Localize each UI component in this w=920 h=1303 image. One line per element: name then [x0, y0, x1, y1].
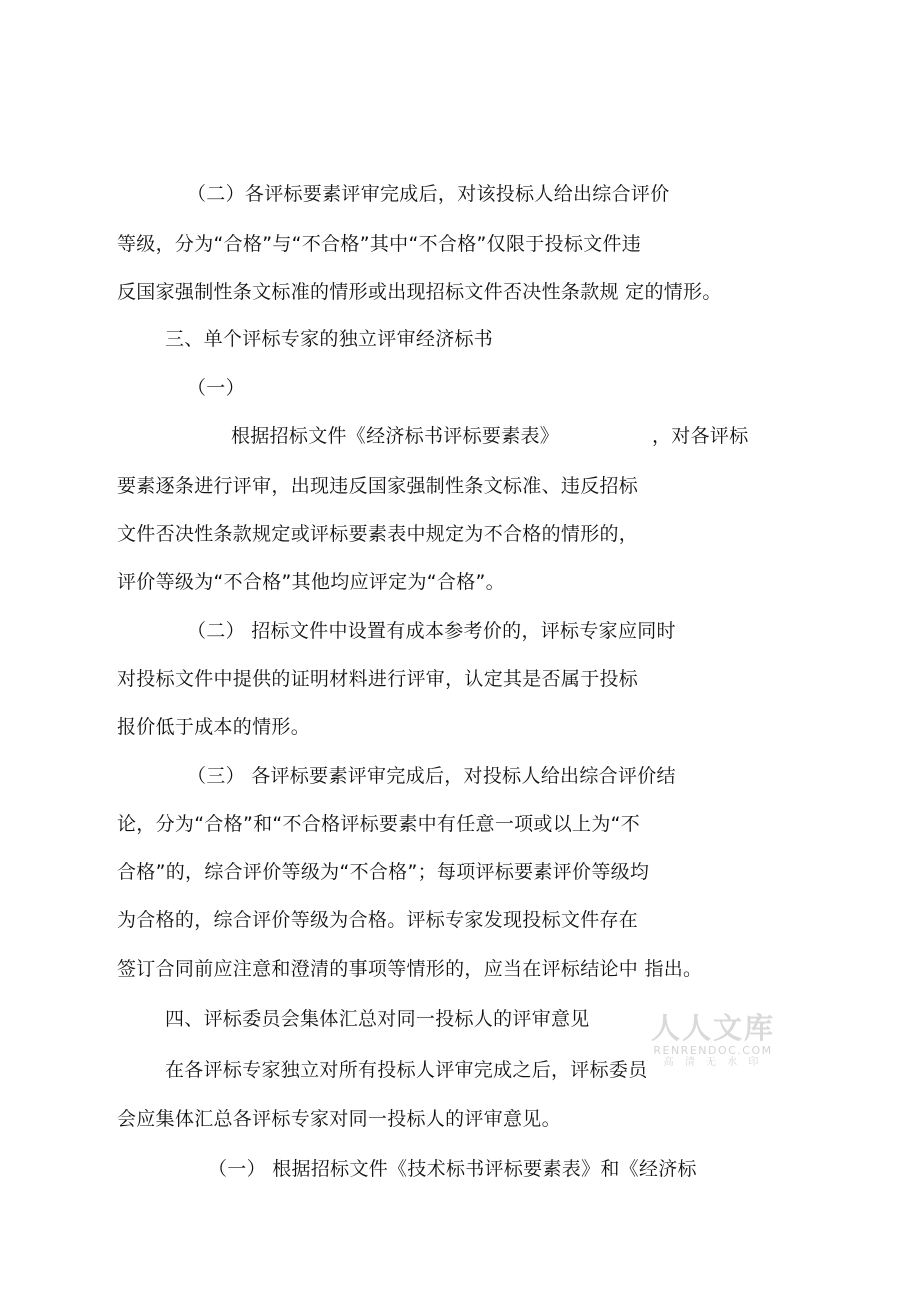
paragraph-line: （二） 招标文件中设置有成本参考价的，评标专家应同时 — [187, 620, 676, 642]
watermark-title: 人人文库 — [650, 1011, 775, 1045]
paragraph-line: （二）各评标要素评审完成后，对该投标人给出综合评价 — [187, 183, 670, 205]
paragraph-line: （三） 各评标要素评审完成后，对投标人给出综合评价结 — [187, 765, 676, 787]
paragraph-line: ，对各评标 — [652, 425, 749, 447]
paragraph-line: 为合格的，综合评价等级为合格。评标专家发现投标文件存在 — [117, 909, 639, 931]
paragraph-line: 对投标文件中提供的证明材料进行评审，认定其是否属于投标 — [117, 668, 639, 690]
paragraph-line: 评价等级为“不合格”其他均应评定为“合格”。 — [117, 571, 505, 593]
paragraph-line: 签订合同前应注意和澄清的事项等情形的，应当在评标结论中 指出。 — [117, 958, 703, 980]
watermark-url: RENRENDOC.COM — [653, 1044, 773, 1057]
paragraph-line: 文件否决性条款规定或评标要素表中规定为不合格的情形的， — [117, 523, 639, 545]
paragraph-line: 根据招标文件《经济标书评标要素表》 — [231, 425, 560, 447]
paragraph-line: 要素逐条进行评审，出现违反国家强制性条文标准、违反招标 — [117, 475, 639, 497]
paragraph-line: （一） — [187, 377, 245, 399]
paragraph-line: 合格”的，综合评价等级为“不合格”；每项评标要素评价等级均 — [117, 861, 650, 883]
watermark-subtitle: 高 清 无 水 印 — [663, 1057, 763, 1068]
paragraph-line: 会应集体汇总各评标专家对同一投标人的评审意见。 — [117, 1108, 561, 1130]
watermark-logo — [648, 1012, 778, 1069]
section-heading: 四、评标委员会集体汇总对同一投标人的评审意见 — [165, 1008, 590, 1030]
paragraph-line: 报价低于成本的情形。 — [117, 716, 311, 738]
paragraph-line: 论，分为“合格”和“不合格评标要素中有任意一项或以上为“不 — [117, 813, 641, 835]
paragraph-line: （一） 根据招标文件《技术标书评标要素表》和《经济标 — [208, 1158, 697, 1180]
paragraph-line: 反国家强制性条文标准的情形或出现招标文件否决性条款规 定的情形。 — [117, 281, 722, 303]
paragraph-line: 等级，分为“合格”与“不合格”其中“不合格”仅限于投标文件违 — [117, 233, 642, 255]
section-heading: 三、单个评标专家的独立评审经济标书 — [165, 328, 494, 350]
paragraph-line: 在各评标专家独立对所有投标人评审完成之后，评标委员 — [165, 1059, 648, 1081]
